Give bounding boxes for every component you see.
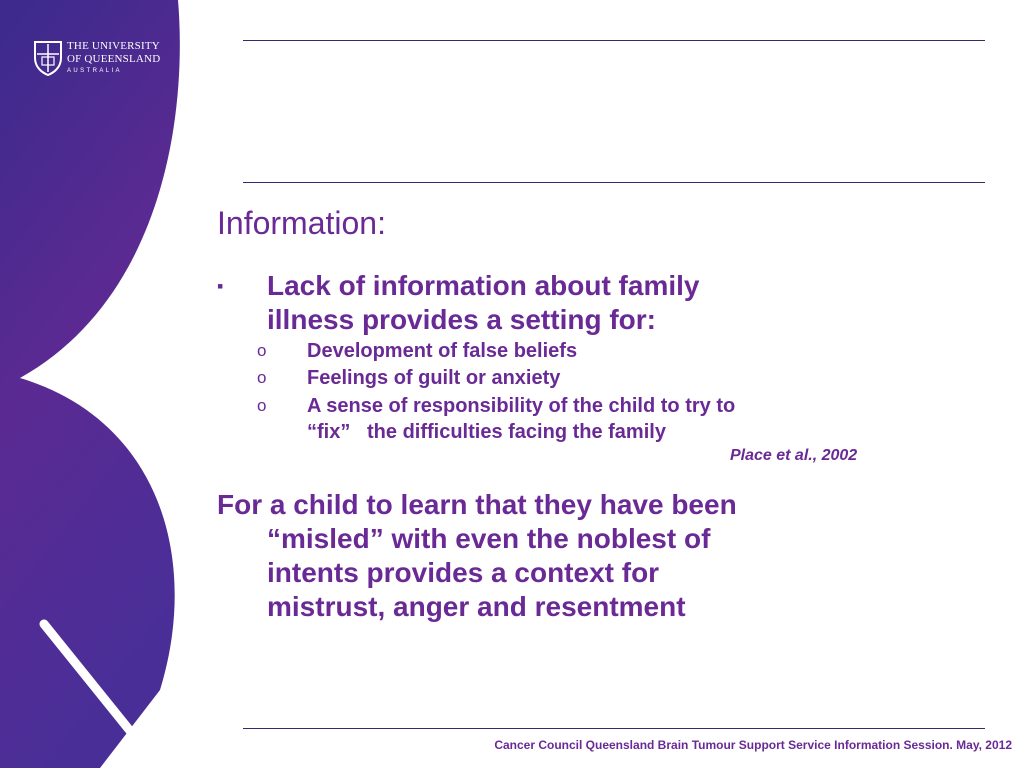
top-rule xyxy=(243,40,985,41)
heading: Information: xyxy=(217,205,386,241)
square-bullet-icon: ▪ xyxy=(217,276,224,296)
paragraph-line2: “misled” with even the noblest of xyxy=(267,523,711,554)
paragraph-line1: For a child to learn that they have been xyxy=(217,489,737,520)
circle-bullet-icon: o xyxy=(257,341,267,360)
sub-item-line1: A sense of responsibility of the child to try to xyxy=(307,395,736,417)
bullet-line1: Lack of information about family xyxy=(267,270,700,301)
sub-item-line2: “fix” the difficulties facing the family xyxy=(307,421,666,443)
footer-text: Cancer Council Queensland Brain Tumour Support Service Information Session. May, 2012 xyxy=(494,738,1012,752)
paragraph-line4: mistrust, anger and resentment xyxy=(267,591,686,622)
university-logo xyxy=(33,38,163,80)
logo-text-line1: THE UNIVERSITY xyxy=(67,40,160,52)
paragraph xyxy=(217,488,897,624)
logo-text-line3: AUSTRALIA xyxy=(67,68,122,74)
logo-text-line2: OF QUEENSLAND xyxy=(67,53,161,65)
title-rule xyxy=(243,182,985,183)
crest-icon xyxy=(33,40,63,76)
sub-item-line1: Feelings of guilt or anxiety xyxy=(307,367,561,389)
citation: Place et al., 2002 xyxy=(730,447,858,464)
sidebar-graphic xyxy=(0,0,200,768)
footer-rule xyxy=(243,728,985,729)
circle-bullet-icon: o xyxy=(257,396,267,415)
paragraph-line3: intents provides a context for xyxy=(267,557,660,588)
circle-bullet-icon: o xyxy=(257,368,267,387)
bullet-line2: illness provides a setting for: xyxy=(267,304,656,335)
sub-item-line1: Development of false beliefs xyxy=(307,340,578,362)
